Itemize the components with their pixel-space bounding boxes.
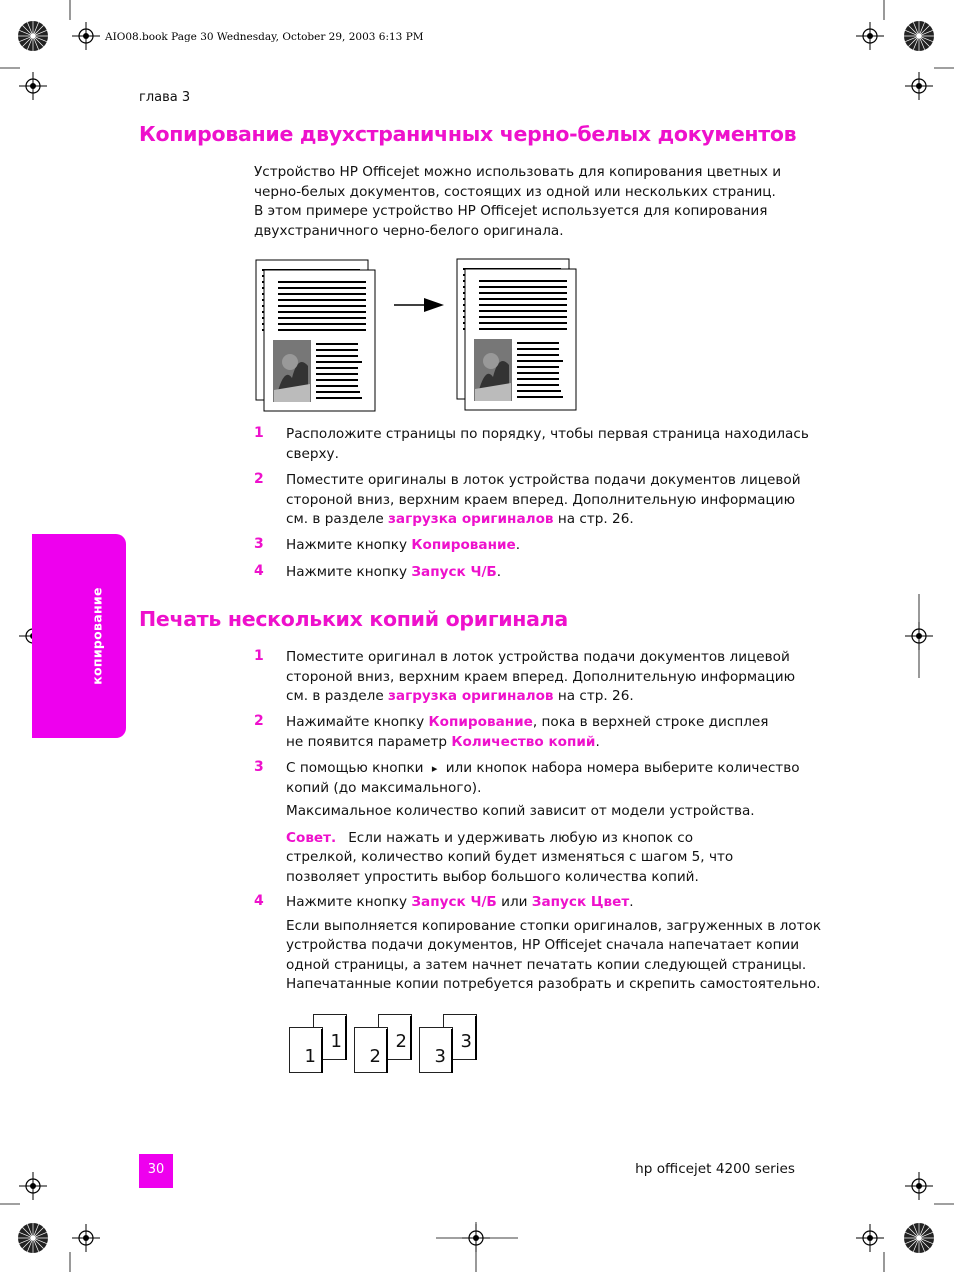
s2-step-3-text: С помощью кнопки ▸ или кнопок набора номера выберите количество копий (до максимального). Максимальное количество копий зависит от модели устройства. Совет. Если нажать и удерживать любую из кнопок со стрелкой, количество копий будет изменяться с шагом 5, что позволяет упростить выбор большого количества копий. [286,759,826,887]
copy-button-ref: Копирование [428,714,533,730]
copy-page-back: 1 [313,1014,347,1060]
step-1-text: Расположите страницы по порядку, чтобы первая страница находилась сверху. [286,426,809,462]
step-number: 4 [254,563,264,579]
note-text: Максимальное количество копий зависит от модели устройства. [286,803,755,819]
copy-button-ref: Копирование [411,537,516,553]
start-bw-button-ref: Запуск Ч/Б [411,894,497,910]
page-number-box [139,1154,173,1188]
number-of-copies-ref: Количество копий [451,733,596,750]
tip-label: Совет. [286,829,337,846]
step-3-text: Нажмите кнопку Копирование. [286,537,521,553]
copy-page-front: 2 [354,1027,388,1073]
copy-page-back: 3 [443,1014,477,1060]
page-number: 30 [147,1162,165,1177]
s2-step-4-text: Нажмите кнопку Запуск Ч/Б или Запуск Цвет. Если выполняется копирование стопки оригиналов, загруженных в лоток устройства подачи документов, HP Officejet сначала напечатает копии одной страницы, а затем начнет печатать копии следующей страницы. Напечатанные копии потребуется разобрать и скрепить самостоятельно. [286,894,822,992]
section-2-title: Печать нескольких копий оригинала [139,607,568,631]
step-2-text: Поместите оригиналы в лоток устройства подачи документов лицевой стороной вниз, верхним краем вперед. Дополнительную информацию см. в разделе загрузка оригиналов на стр. 26. [286,472,801,527]
rosette-mark-bottom-right [904,1223,934,1253]
section-1-intro [254,163,814,241]
rosette-mark-bottom-left [18,1223,48,1253]
step-number: 3 [254,536,264,552]
tip-block: Совет. Если нажать и удерживать любую из кнопок со стрелкой, количество копий будет изменяться с шагом 5, что позволяет упростить выбор большого количества копий. [286,829,734,885]
right-arrow-icon: ▸ [431,762,438,775]
step-4-text: Нажмите кнопку Запуск Ч/Б. [286,564,502,580]
original-front-page [264,270,375,411]
footer-product-name: hp officejet 4200 series [635,1161,795,1177]
copy-page-front: 1 [289,1027,323,1073]
step-number: 3 [254,759,264,775]
intro-line: Устройство HP Officejet можно использовать для копирования цветных и [254,164,782,180]
print-header: AIO08.book Page 30 Wednesday, October 29, 2003 6:13 PM [105,31,424,43]
intro-line: В этом примере устройство HP Officejet используется для копирования [254,203,768,219]
intro-line: черно-белых документов, состоящих из одной или нескольких страниц. [254,183,776,200]
side-tab-label: копирование [89,587,105,685]
chapter-side-tab [32,534,126,738]
copy-front-page [465,269,576,410]
s2-step-1-text: Поместите оригинал в лоток устройства подачи документов лицевой стороной вниз, верхним краем вперед. Дополнительную информацию см. в разделе загрузка оригиналов на стр. 26. [286,649,796,704]
two-page-copy-illustration [254,256,584,416]
link-load-originals[interactable]: загрузка оригиналов [388,688,554,704]
chapter-label: глава 3 [139,90,191,105]
s2-step-2-text: Нажимайте кнопку Копирование, пока в верхней строке дисплея не появится параметр Количество копий. [286,714,769,750]
copy-page-back: 2 [378,1014,412,1060]
start-color-button-ref: Запуск Цвет [531,894,630,910]
intro-line: двухстраничного черно-белого оригинала. [254,222,564,239]
step-number: 4 [254,893,264,909]
arrow-icon [394,298,444,312]
section-1-title: Копирование двухстраничных черно-белых документов [139,122,797,146]
start-bw-button-ref: Запуск Ч/Б [411,564,497,580]
step-number: 2 [254,713,264,729]
copy-page-front: 3 [419,1027,453,1073]
rosette-mark-top-left [18,21,48,51]
rosette-mark-top-right [904,21,934,51]
link-load-originals[interactable]: загрузка оригиналов [388,511,554,527]
step-number: 2 [254,471,264,487]
step-number: 1 [254,425,264,441]
step-number: 1 [254,648,264,664]
